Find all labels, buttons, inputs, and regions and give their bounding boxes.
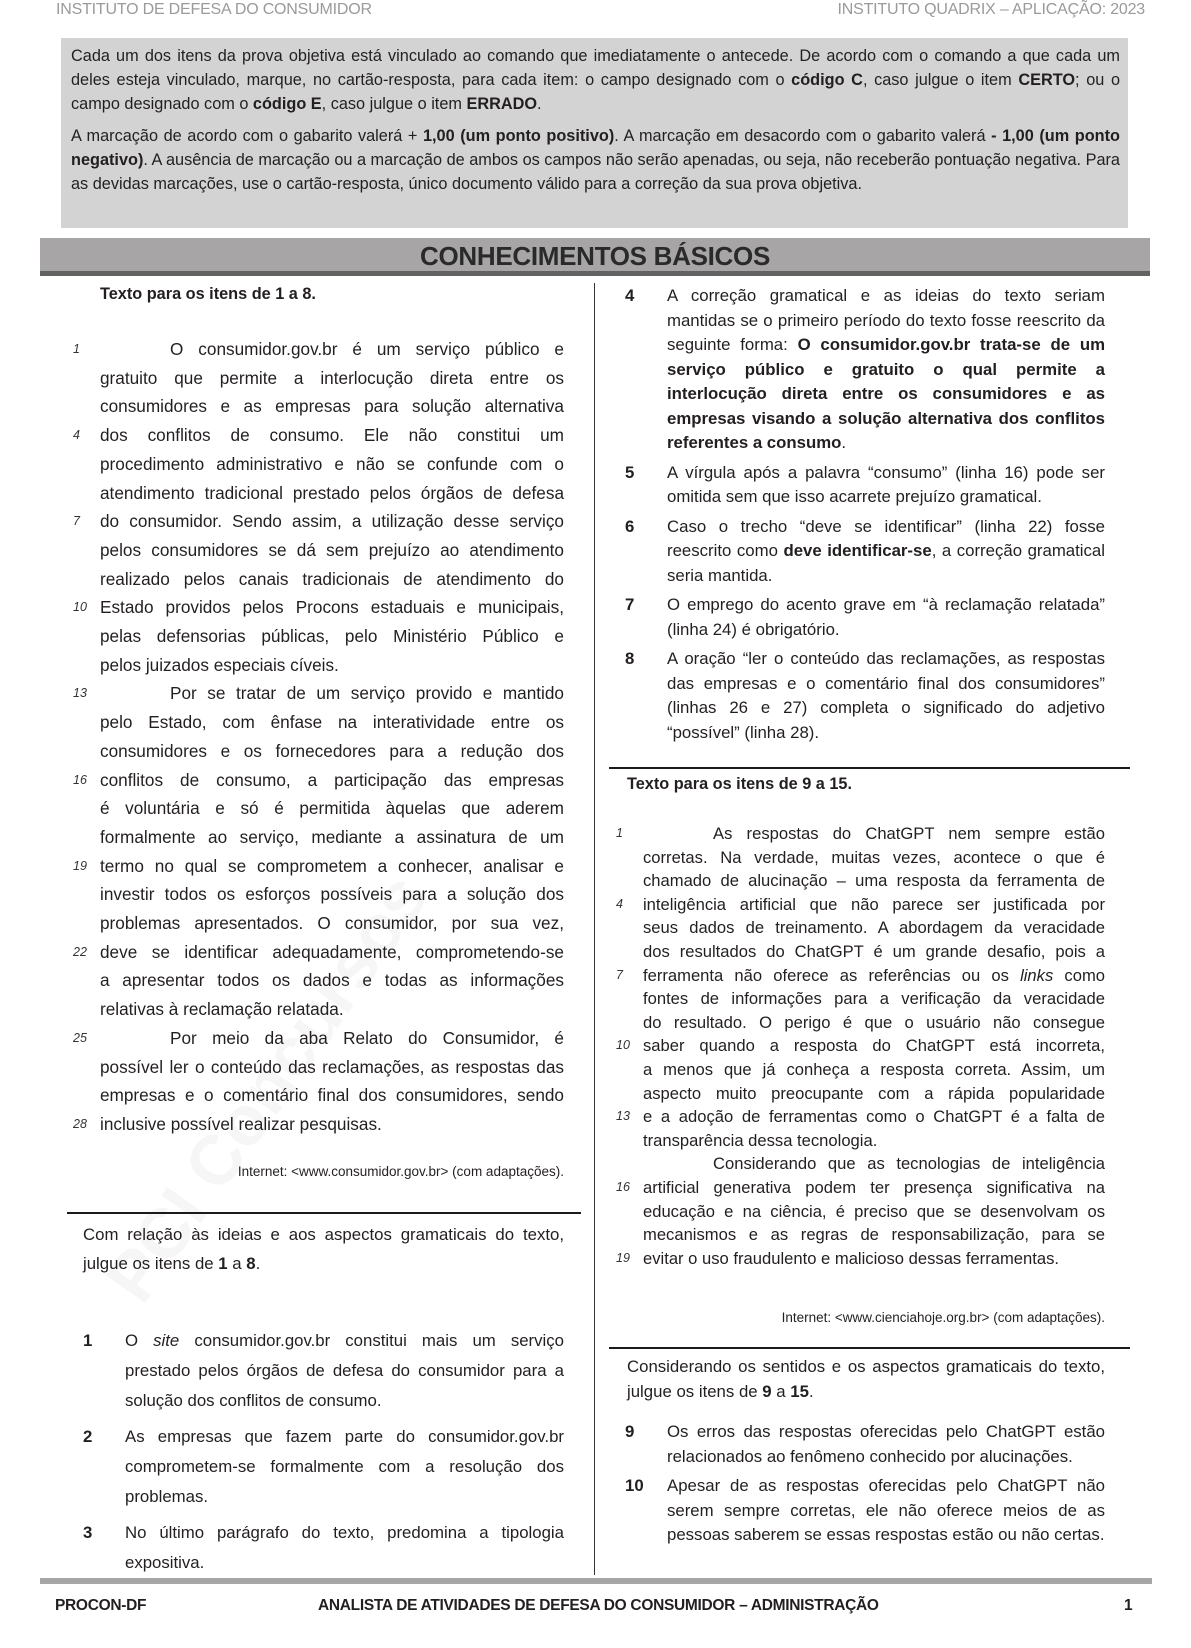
line-text: dos conflitos de consumo. Ele não constitui um <box>100 425 564 446</box>
passage-line <box>643 1129 1105 1153</box>
item-number: 1 <box>83 1331 93 1350</box>
footer-exam-title: ANALISTA DE ATIVIDADES DE DEFESA DO CONSUMIDOR – ADMINISTRAÇÃO <box>318 1597 879 1614</box>
line-text: dos resultados do ChatGPT é um grande desafio, pois a <box>643 941 1105 961</box>
line-number: 7 <box>73 514 80 529</box>
line-text: investir todos os esforços possíveis para a solução dos <box>100 884 564 905</box>
text: O <box>125 1331 154 1350</box>
passage-line <box>73 766 564 795</box>
line-text: do resultado. O perigo é que o usuário não consegue <box>643 1012 1105 1032</box>
line-text: evitar o uso fraudulento e malicioso dessas ferramentas. <box>643 1248 1059 1268</box>
line-text: pelas defensorias públicas, pelo Ministério Público e <box>100 626 564 647</box>
bold-text: 1 <box>218 1254 228 1273</box>
passage-line <box>100 995 564 1024</box>
passage-line <box>616 1034 1105 1058</box>
item-9 <box>625 1420 1105 1469</box>
passage-line <box>616 1105 1105 1129</box>
separator-line <box>609 1347 1130 1349</box>
line-text <box>643 964 1105 988</box>
line-text: termo no qual se comprometem a conhecer, analisar e <box>100 855 564 876</box>
item-number: 4 <box>625 286 635 305</box>
passage-line <box>100 909 564 938</box>
line-text: empresas e o comentário final dos consumidores, sendo <box>100 1085 564 1106</box>
line-text: O consumidor.gov.br é um serviço público e <box>170 339 564 359</box>
line-text: fontes de informações para a verificação da veracidade <box>643 989 1105 1009</box>
line-number: 13 <box>73 686 87 701</box>
line-number: 28 <box>73 1116 87 1131</box>
line-text: Considerando que as tecnologias de inteligência <box>713 1154 1105 1174</box>
passage-line <box>616 1247 1105 1271</box>
passage-line <box>643 1200 1105 1224</box>
passage-line <box>100 737 564 766</box>
line-number: 16 <box>73 772 87 787</box>
bold-text: 8 <box>246 1254 256 1273</box>
text: . A ausência de marcação ou a marcação de ambos os campos não serão apenadas, ou seja, não receberão pontuação negativa. Para as devidas marcações, use o cartão-resposta, único documento válido para a correção da sua prova objetiva. <box>71 151 1120 193</box>
line-text: inteligência artificial que não parece ser justificada por <box>643 894 1105 914</box>
passage-line <box>100 622 564 651</box>
bold-text: 1,00 (um ponto positivo) <box>422 127 615 145</box>
line-text: atendimento tradicional prestado pelos órgãos de defesa <box>100 482 564 503</box>
passage-line <box>616 893 1105 917</box>
line-text: consumidores e as empresas para solução alternativa <box>100 396 564 417</box>
text: a <box>227 1254 247 1273</box>
line-text: realizado pelos canais tradicionais de atendimento do <box>100 568 564 589</box>
line-text: é voluntária e só é permitida àquelas que aderem <box>100 798 564 819</box>
passage-line <box>100 794 564 823</box>
bold-text: deve identificar-se <box>783 541 932 560</box>
line-text: aspecto muito preocupante com a rápida popularidade <box>643 1083 1105 1103</box>
item-text <box>83 1326 564 1416</box>
text1-source: Internet: <www.consumidor.gov.br> (com adaptações). <box>237 1164 564 1179</box>
line-number: 22 <box>73 944 87 959</box>
line-number: 19 <box>616 1250 630 1265</box>
passage-line <box>643 869 1105 893</box>
passage-line <box>100 450 564 479</box>
italic-text: site <box>153 1331 180 1350</box>
line-number: 19 <box>73 858 87 873</box>
passage-line <box>73 1110 564 1139</box>
line-text: a menos que já conheça a resposta correta. Assim, um <box>643 1059 1105 1079</box>
page-number: 1 <box>1124 1597 1133 1614</box>
passage-line <box>643 846 1105 870</box>
passage-line <box>643 940 1105 964</box>
text: . A marcação em desacordo com o gabarito valerá <box>614 127 992 145</box>
line-text: do consumidor. Sendo assim, a utilização desse serviço <box>100 511 564 532</box>
line-text: As respostas do ChatGPT nem sempre estão <box>713 824 1105 843</box>
line-number: 13 <box>616 1109 630 1124</box>
line-text: formalmente ao serviço, mediante a assinatura de um <box>100 826 564 847</box>
passage-line <box>643 1011 1105 1035</box>
item-5 <box>625 461 1105 510</box>
line-text: relativas à reclamação relatada. <box>100 999 344 1020</box>
page-header-left: INSTITUTO DE DEFESA DO CONSUMIDOR <box>56 1 372 18</box>
text: . <box>537 95 542 113</box>
bold-text: código E <box>252 95 322 113</box>
text2-title <box>627 775 852 794</box>
prompt-items-9-15 <box>627 1355 1105 1404</box>
item-text: A vírgula após a palavra “consumo” (linha 16) pode ser omitida sem que isso acarrete prejuízo gramatical. <box>667 462 1105 506</box>
passage-line <box>100 364 564 393</box>
passage-line <box>100 536 564 565</box>
passage-line <box>73 335 564 364</box>
line-number: 16 <box>616 1179 630 1194</box>
line-text: chamado de alucinação – uma resposta da ferramenta de <box>643 871 1105 891</box>
text: , a correção gramatical seria mantida. <box>667 541 1105 585</box>
line-text: Por se tratar de um serviço provido e mantido <box>170 683 564 704</box>
line-text: consumidores e os fornecedores para a redução dos <box>100 740 564 761</box>
instructions-box <box>61 38 1128 228</box>
passage-line <box>73 852 564 881</box>
line-number: 7 <box>616 967 623 982</box>
item-1 <box>83 1326 564 1416</box>
passage-line <box>643 916 1105 940</box>
passage-line <box>616 1176 1105 1200</box>
item-text: As empresas que fazem parte do consumidor.gov.br comprometem-se formalmente com a resolução dos problemas. <box>125 1427 564 1506</box>
separator-line <box>67 1212 581 1214</box>
text: a <box>771 1381 791 1401</box>
item-8 <box>625 647 1105 745</box>
passage-line <box>100 880 564 909</box>
footer-exam-code: PROCON-DF <box>55 1597 147 1614</box>
text1-passage <box>73 335 564 1139</box>
italic-text: links <box>1020 965 1054 985</box>
footer-bar <box>40 1578 1152 1584</box>
separator-line <box>609 767 1130 769</box>
bold-text: 15 <box>790 1381 809 1401</box>
line-text: problemas apresentados. O consumidor, por sua vez, <box>100 913 564 934</box>
instructions-paragraph-2 <box>71 124 1120 196</box>
item-number: 8 <box>625 649 635 668</box>
line-text: educação e na ciência, é preciso que se desenvolvam os <box>643 1201 1105 1221</box>
passage-line <box>73 1024 564 1053</box>
line-number: 25 <box>73 1030 87 1045</box>
text2-title-label: Texto para os itens de 9 a 15. <box>627 775 853 793</box>
line-text: Por meio da aba Relato do Consumidor, é <box>170 1027 564 1048</box>
item-text: Os erros das respostas oferecidas pelo ChatGPT estão relacionados ao fenômeno conhecido por alucinações. <box>667 1422 1105 1466</box>
instructions-paragraph-1 <box>71 44 1120 116</box>
bold-text: código C <box>791 71 863 89</box>
item-text <box>625 515 1105 589</box>
line-text: artificial generativa podem ter presença significativa na <box>643 1177 1105 1197</box>
page-header-right: INSTITUTO QUADRIX – APLICAÇÃO: 2023 <box>837 1 1145 18</box>
item-7 <box>625 593 1105 642</box>
item-text: Apesar de as respostas oferecidas pelo ChatGPT não serem sempre corretas, ele não oferece meios de as pessoas saberem se essas respostas estão ou não certas. <box>667 1476 1105 1544</box>
bold-text: ERRADO <box>466 95 538 113</box>
line-number: 4 <box>616 896 623 911</box>
items-right-a <box>625 284 1105 745</box>
line-text: a apresentar todos os dados e todas as informações <box>100 970 564 991</box>
line-number: 1 <box>616 826 623 840</box>
text: , caso julgue o item <box>321 95 467 113</box>
text: . <box>808 1381 814 1401</box>
text: A marcação de acordo com o gabarito valerá + <box>71 127 423 145</box>
passage-line <box>73 593 564 622</box>
line-text: mecanismos e as regras de responsabilização, para se <box>643 1225 1105 1245</box>
line-text: conflitos de consumo, a participação das empresas <box>100 769 564 790</box>
passage-line <box>73 421 564 450</box>
passage-line <box>100 565 564 594</box>
text: como <box>1053 965 1106 985</box>
column-divider <box>594 283 595 1575</box>
item-text: A oração “ler o conteúdo das reclamações, as respostas das empresas e o comentário final dos consumidores” (linhas 26 e 27) completa o significado do adjetivo “possível” (linha 28). <box>667 649 1105 742</box>
line-text: transparência dessa tecnologia. <box>643 1130 878 1150</box>
passage-line <box>100 392 564 421</box>
line-text: possível ler o conteúdo das reclamações, as respostas das <box>100 1056 564 1077</box>
passage-line <box>73 938 564 967</box>
item-text <box>625 284 1105 456</box>
text: Caso o trecho “deve se identificar” (linha 22) fosse reescrito como <box>667 516 1105 560</box>
passage-line <box>73 507 564 536</box>
text1-title <box>100 285 316 304</box>
passage-line <box>100 708 564 737</box>
item-4 <box>625 284 1105 456</box>
passage-line <box>100 823 564 852</box>
passage-line <box>100 651 564 680</box>
line-text: seus dados de treinamento. A abordagem da veracidade <box>643 918 1105 938</box>
line-text: procedimento administrativo e não se confunde com o <box>100 453 564 474</box>
item-2 <box>83 1422 564 1512</box>
item-number: 9 <box>625 1422 635 1441</box>
line-text: deve se identificar adequadamente, comprometendo-se <box>100 941 564 962</box>
bold-text: O consumidor.gov.br trata-se de um serviço público e gratuito o qual permite a interlocução direta entre os consumidores e as empresas visando a solução alternativa dos conflitos referentes a consumo <box>667 335 1105 452</box>
passage-line <box>643 1223 1105 1247</box>
text: , caso julgue o item <box>862 71 1019 89</box>
passage-line <box>643 1152 1105 1176</box>
line-text: inclusive possível realizar pesquisas. <box>100 1113 382 1134</box>
item-10 <box>625 1474 1105 1548</box>
bold-text: CERTO <box>1018 71 1076 89</box>
passage-line <box>643 987 1105 1011</box>
item-number: 5 <box>625 462 635 482</box>
passage-line <box>100 1081 564 1110</box>
passage-line <box>643 1058 1105 1082</box>
line-text: pelo Estado, com ênfase na interatividade entre os <box>100 712 564 733</box>
bold-text: - 1,00 (um ponto negativo) <box>71 127 1120 169</box>
text: ferramenta não oferece as referências ou os <box>643 965 1021 985</box>
passage-line <box>100 966 564 995</box>
items-right-b <box>625 1420 1105 1548</box>
line-number: 1 <box>73 342 80 356</box>
text: Cada um dos itens da prova objetiva está vinculado ao comando que imediatamente o antecede. De acordo com o comando a que cada um deles esteja vinculado, marque, no cartão-resposta, para cada item: o campo designado com o <box>71 47 1120 89</box>
line-text: pelos consumidores se dá sem prejuízo ao atendimento <box>100 539 564 560</box>
passage-line <box>616 822 1105 846</box>
line-text: pelos juizados especiais cíveis. <box>100 654 339 675</box>
item-number: 2 <box>83 1427 93 1446</box>
line-text: corretas. Na verdade, muitas vezes, acontece o que é <box>643 847 1105 867</box>
item-6 <box>625 515 1105 589</box>
line-text: e a adoção de ferramentas como o ChatGPT é a falta de <box>643 1107 1105 1127</box>
items-left <box>83 1326 564 1578</box>
item-number: 7 <box>625 595 635 614</box>
item-number: 10 <box>625 1476 644 1495</box>
line-text: saber quando a resposta do ChatGPT está incorreta, <box>643 1036 1105 1056</box>
item-text: No último parágrafo do texto, predomina a tipologia expositiva. <box>125 1523 564 1572</box>
item-text: O emprego do acento grave em “à reclamação relatada” (linha 24) é obrigatório. <box>667 595 1105 639</box>
text2-passage <box>616 822 1106 1270</box>
text: consumidor.gov.br constitui mais um serviço prestado pelos órgãos de defesa do consumidor para a solução dos conflitos de consumo. <box>125 1331 564 1410</box>
passage-line <box>643 1082 1105 1106</box>
item-number: 6 <box>625 516 635 536</box>
passage-line <box>100 1053 564 1082</box>
text1-title-label: Texto para os itens de 1 a 8. <box>100 285 316 303</box>
passage-line <box>73 679 564 708</box>
item-number: 3 <box>83 1523 93 1542</box>
bold-text: 9 <box>762 1381 772 1401</box>
text: A correção gramatical e as ideias do texto seriam mantidas se o primeiro período do texto fosse reescrito da seguinte forma: <box>667 286 1105 354</box>
passage-line <box>616 964 1106 988</box>
passage-line <box>100 479 564 508</box>
text2-source: Internet: <www.cienciahoje.org.br> (com adaptações). <box>781 1310 1105 1325</box>
text: Com relação às ideias e aos aspectos gramaticais do texto, julgue os itens de <box>83 1225 564 1273</box>
line-number: 4 <box>73 428 80 443</box>
text: . <box>841 433 847 452</box>
prompt-items-1-8 <box>83 1220 564 1278</box>
item-3 <box>83 1518 564 1578</box>
section-title: CONHECIMENTOS BÁSICOS <box>40 238 1150 276</box>
line-text: Estado providos pelos Procons estaduais e municipais, <box>100 597 564 618</box>
text: . <box>255 1254 261 1273</box>
line-number: 10 <box>616 1038 630 1053</box>
text: Considerando os sentidos e os aspectos gramaticais do texto, julgue os itens de <box>627 1357 1105 1401</box>
line-number: 10 <box>73 600 87 615</box>
line-text: gratuito que permite a interlocução direta entre os <box>100 367 564 388</box>
text: ; ou o campo designado com o <box>71 71 1120 113</box>
